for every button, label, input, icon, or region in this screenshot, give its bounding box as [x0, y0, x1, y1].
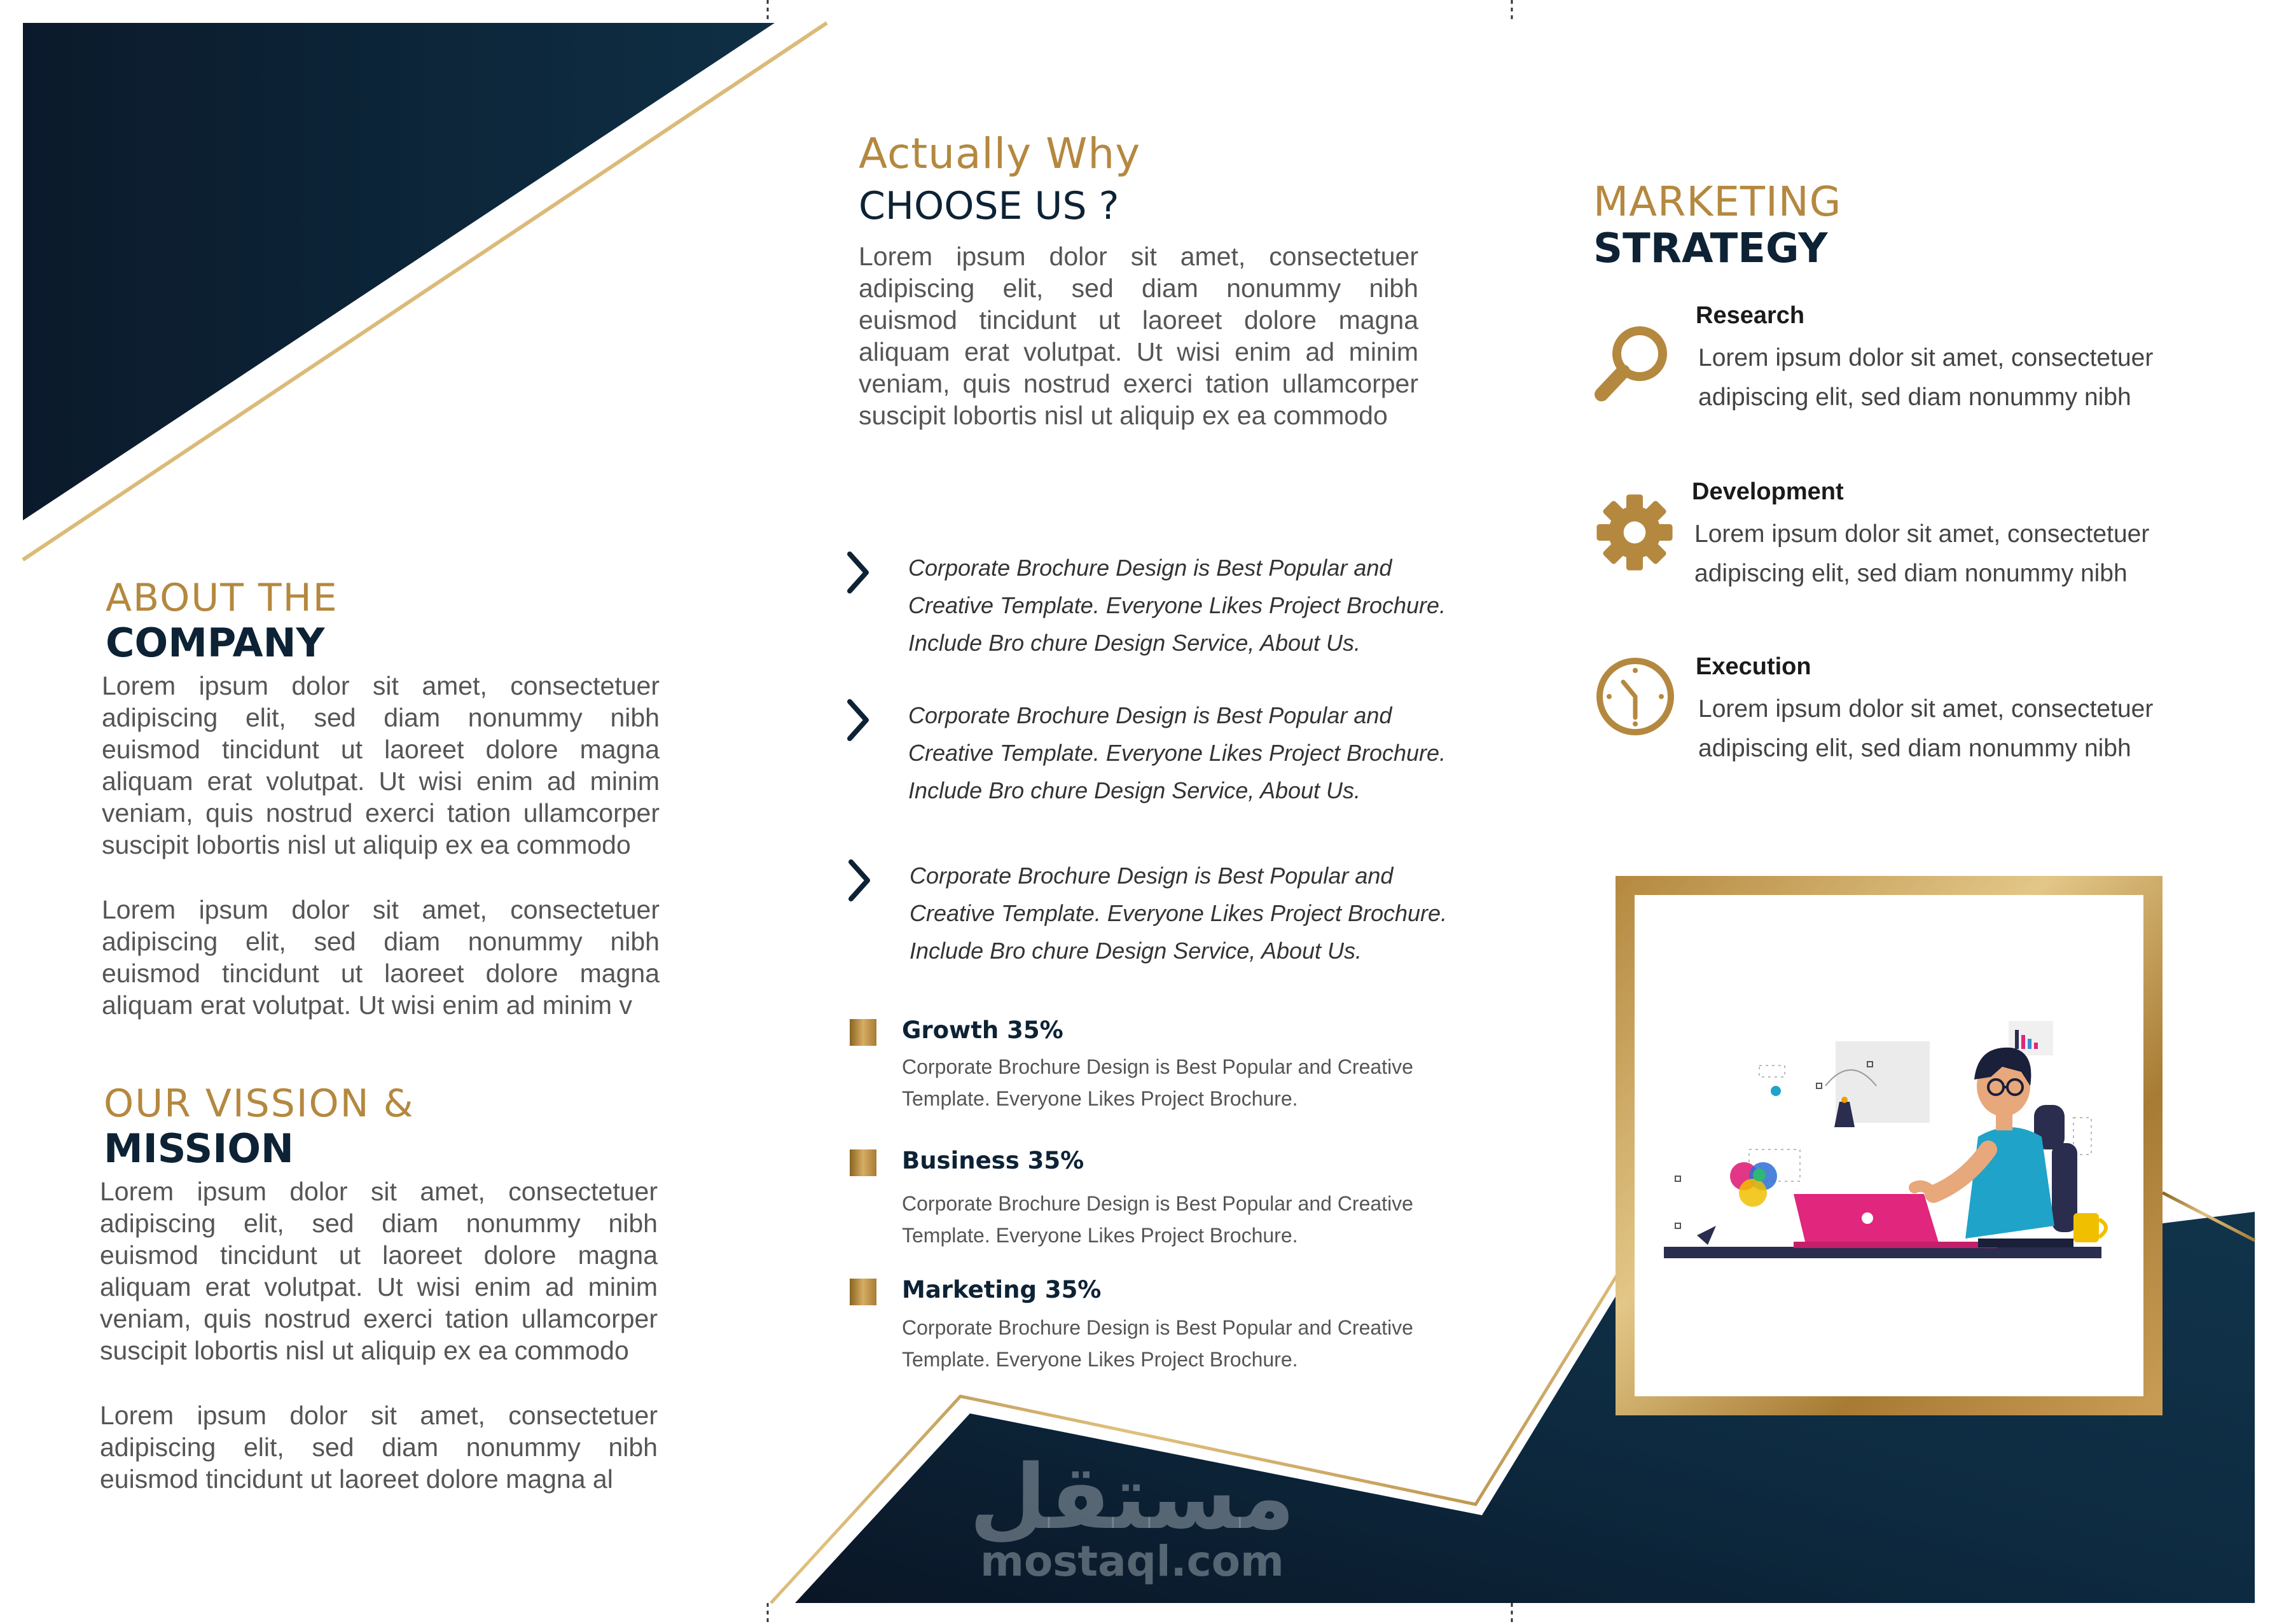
chevron-right-icon — [845, 550, 870, 595]
vision-paragraph-1: Lorem ipsum dolor sit amet, consectetuer adipiscing elit, sed diam nonummy nibh euismod tincidunt ut laoreet dolore magna aliquam erat volutpat. Ut wisi enim ad minim veniam, quis nostrud exerci tation ullamcorper suscipit lobortis nisl ut aliquip ex ea commodo — [100, 1177, 658, 1365]
vision-paragraph-2: Lorem ipsum dolor sit amet, consectetuer adipiscing elit, sed diam nonummy nibh euismod tincidunt ut laoreet dolore magna al — [100, 1401, 658, 1494]
marketing-item-research — [1590, 302, 2201, 417]
stat-title: Growth 35% — [902, 1017, 1063, 1044]
stat-desc: Corporate Brochure Design is Best Popular and Creative Template. Everyone Likes Project Brochure. — [902, 1316, 1413, 1371]
why-heading-gold: Actually Why — [859, 129, 1141, 178]
marketing-item-development — [1590, 478, 2201, 593]
why-bullet-text: Corporate Brochure Design is Best Popular and Creative Template. Everyone Likes Project Brochure. Include Bro chure Design Service, About Us. — [910, 863, 1448, 964]
about-heading-navy: COMPANY — [106, 620, 325, 666]
watermark-arabic: مستقل — [969, 1446, 1295, 1550]
marketing-heading-navy: STRATEGY — [1593, 225, 1828, 272]
about-paragraph-1: Lorem ipsum dolor sit amet, consectetuer adipiscing elit, sed diam nonummy nibh euismod tincidunt ut laoreet dolore magna aliquam erat volutpat. Ut wisi enim ad minim veniam, quis nostrud exerci tation ullamcorper suscipit lobortis nisl ut aliquip ex ea commodo — [102, 671, 660, 859]
marketing-item-title: Development — [1692, 478, 1844, 505]
about-heading-gold: ABOUT THE — [106, 576, 338, 620]
marketing-heading-gold: MARKETING — [1593, 179, 1842, 226]
vision-heading-navy: MISSION — [104, 1125, 294, 1172]
stat-title: Marketing 35% — [902, 1276, 1102, 1303]
about-section — [102, 576, 660, 1021]
top-left-navy-triangle — [23, 23, 775, 520]
about-paragraph-2: Lorem ipsum dolor sit amet, consectetuer adipiscing elit, sed diam nonummy nibh euismod tincidunt ut laoreet dolore magna aliquam erat volutpat. Ut wisi enim ad minim v — [102, 895, 660, 1020]
vision-section — [100, 1081, 658, 1495]
why-heading-navy: CHOOSE US ? — [859, 184, 1119, 228]
marketing-section — [1593, 179, 2166, 272]
watermark — [967, 1446, 1298, 1586]
vision-heading-gold: OUR VISSION & — [104, 1081, 415, 1126]
why-bullet-item — [841, 550, 1477, 698]
gold-square-icon — [850, 1019, 876, 1046]
marketing-item-execution — [1590, 653, 2201, 768]
marketing-item-desc: Lorem ipsum dolor sit amet, consectetuer adipiscing elit, sed diam nonummy nibh — [1694, 520, 2150, 587]
illustration-frame — [1616, 876, 2163, 1415]
gold-square-icon — [850, 1149, 876, 1176]
marketing-item-desc: Lorem ipsum dolor sit amet, consectetuer adipiscing elit, sed diam nonummy nibh — [1698, 695, 2154, 762]
marketing-item-desc: Lorem ipsum dolor sit amet, consectetuer adipiscing elit, sed diam nonummy nibh — [1698, 344, 2154, 411]
stat-title: Business 35% — [902, 1147, 1084, 1174]
illustration-panel — [1635, 895, 2143, 1396]
why-paragraph: Lorem ipsum dolor sit amet, consectetuer adipiscing elit, sed diam nonummy nibh euismod tincidunt ut laoreet dolore magna aliquam erat volutpat. Ut wisi enim ad minim veniam, quis nostrud exerci tation ullamcorper suscipit lobortis nisl ut aliquip ex ea commodo — [859, 242, 1418, 430]
gold-square-icon — [850, 1279, 876, 1305]
watermark-latin: mostaql.com — [980, 1537, 1284, 1586]
chevron-right-icon — [845, 698, 870, 742]
why-section — [859, 127, 1418, 431]
why-bullet-list — [841, 550, 1477, 1006]
stat-desc: Corporate Brochure Design is Best Popular and Creative Template. Everyone Likes Project Brochure. — [902, 1055, 1413, 1110]
why-bullet-text: Corporate Brochure Design is Best Popular and Creative Template. Everyone Likes Project Brochure. Include Bro chure Design Service, About Us. — [908, 555, 1446, 656]
marketing-item-title: Execution — [1696, 653, 1811, 680]
why-bullet-text: Corporate Brochure Design is Best Popular and Creative Template. Everyone Likes Project Brochure. Include Bro chure Design Service, About Us. — [908, 702, 1446, 803]
clock-icon — [1594, 655, 1677, 738]
gear-icon — [1593, 491, 1676, 574]
marketing-item-title: Research — [1696, 302, 1805, 329]
chevron-right-icon — [846, 858, 871, 903]
designer-illustration — [1635, 895, 2143, 1396]
stat-desc: Corporate Brochure Design is Best Popular and Creative Template. Everyone Likes Project Brochure. — [902, 1192, 1413, 1247]
why-bullet-item — [841, 858, 1477, 1006]
magnifier-icon — [1590, 318, 1679, 413]
why-bullet-item — [841, 698, 1477, 858]
